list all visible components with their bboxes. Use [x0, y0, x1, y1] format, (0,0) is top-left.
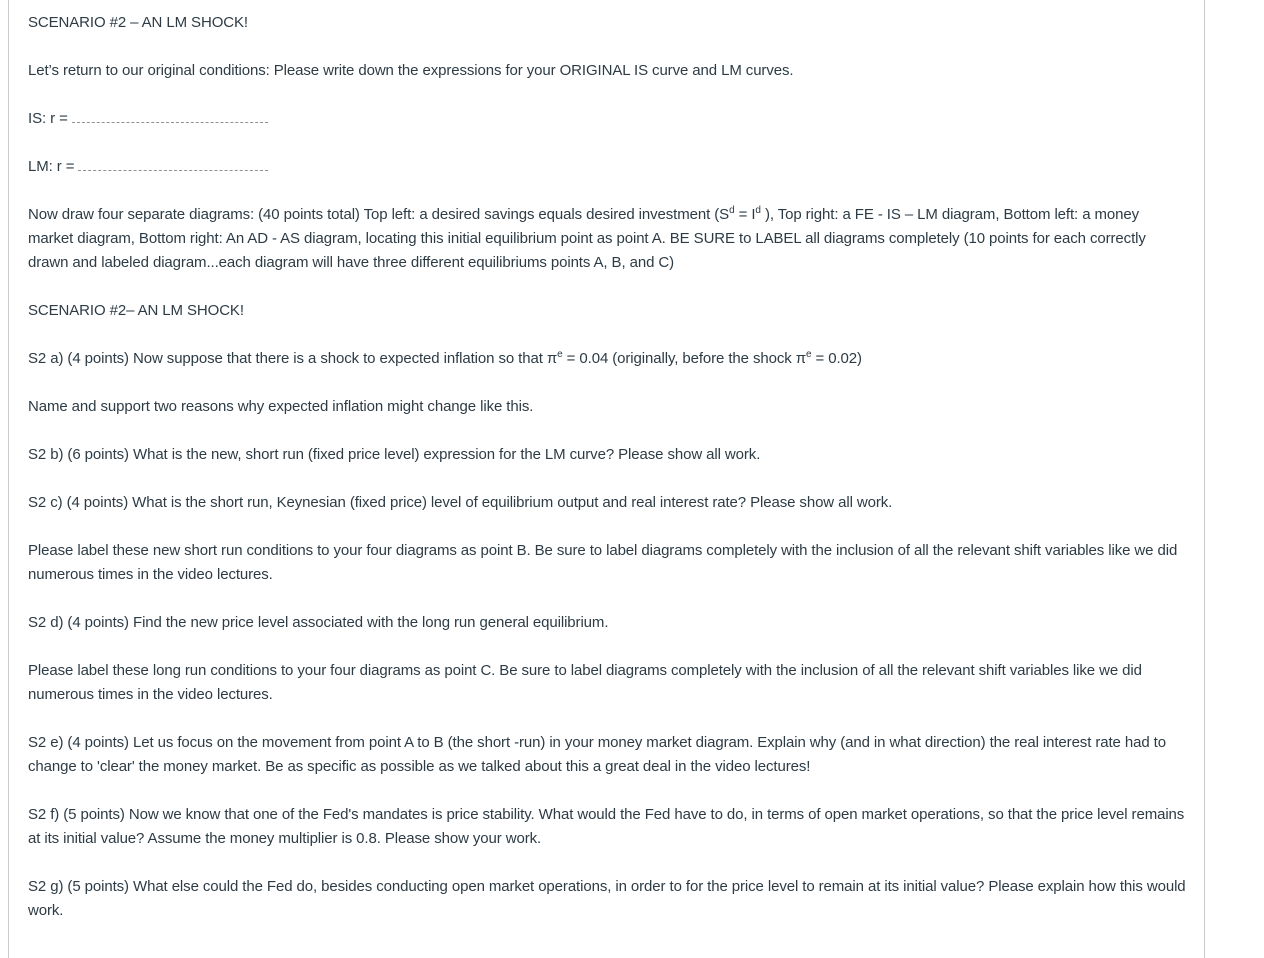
s2a-text-2: = 0.04 (originally, before the shock π — [562, 350, 806, 367]
question-s2e: S2 e) (4 points) Let us focus on the movement from point A to B (the short -run) in your money market diagram. Explain why (and in what direction) the real interest rate had to change to 'clear' the money market. Be as specific as possible as we talked about this a great deal in the video lectures! — [28, 734, 1166, 775]
question-s2f: S2 f) (5 points) Now we know that one of the Fed's mandates is price stability. What would the Fed have to do, in terms of open market operations, so that the price level remains at its initial value? Assume the money multiplier is 0.8. Please show your work. — [28, 806, 1185, 847]
question-s2c: S2 c) (4 points) What is the short run, Keynesian (fixed price) level of equilibrium output and real interest rate? Please show all work. — [28, 494, 893, 511]
intro-text: Let’s return to our original conditions: Please write down the expressions for your ORIGINAL IS curve and LM curves. — [28, 62, 794, 79]
diagrams-text-2: ), Top right: a FE - IS – LM diagram, Bottom left: a money market diagram, Bottom right: An AD - AS diagram, locating this initial equilibrium point as point A. BE SURE to LABEL all diagrams completely (10 points for each correctly drawn and labeled diagram...each diagram will have three different equilibriums points A, B, and C) — [28, 206, 1146, 271]
diagrams-text-1: Now draw four separate diagrams: (40 points total) Top left: a desired savings equals desired investment (S — [28, 206, 730, 223]
is-answer-blank[interactable] — [72, 108, 268, 123]
superscript-d: d — [729, 205, 735, 216]
question-s2b: S2 b) (6 points) What is the new, short run (fixed price level) expression for the LM curve? Please show all work. — [28, 446, 761, 463]
is-curve-line — [28, 107, 1188, 131]
lm-curve-line — [28, 155, 1188, 179]
question-s2d: S2 d) (4 points) Find the new price level associated with the long run general equilibrium. — [28, 614, 609, 631]
s2a-text-3: = 0.02) — [811, 350, 862, 367]
label-point-c-text: Please label these long run conditions to your four diagrams as point C. Be sure to label diagrams completely with the inclusion of all the relevant shift variables like we did numerous times in the video lectures. — [28, 662, 1142, 703]
question-s2a — [28, 347, 1188, 371]
lm-label: LM: r = — [28, 158, 75, 175]
diagrams-text-eq: = I — [734, 206, 756, 223]
superscript-e: e — [805, 349, 812, 360]
superscript-d: d — [755, 205, 761, 216]
scenario-title: SCENARIO #2 – AN LM SHOCK! — [28, 14, 248, 31]
name-support-text: Name and support two reasons why expected inflation might change like this. — [28, 398, 534, 415]
superscript-e: e — [557, 349, 563, 360]
scenario-title-2: SCENARIO #2– AN LM SHOCK! — [28, 302, 244, 319]
is-label: IS: r = — [28, 110, 68, 127]
question-content — [28, 11, 1188, 947]
diagrams-instructions — [28, 203, 1188, 275]
lm-answer-blank[interactable] — [78, 156, 268, 171]
s2a-text-1: S2 a) (4 points) Now suppose that there is a shock to expected inflation so that π — [28, 350, 558, 367]
question-s2g: S2 g) (5 points) What else could the Fed do, besides conducting open market operations, in order to for the price level to remain at its initial value? Please explain how this would work. — [28, 878, 1186, 919]
label-point-b-text: Please label these new short run conditions to your four diagrams as point B. Be sure to label diagrams completely with the inclusion of all the relevant shift variables like we did numerous times in the video lectures. — [28, 542, 1178, 583]
